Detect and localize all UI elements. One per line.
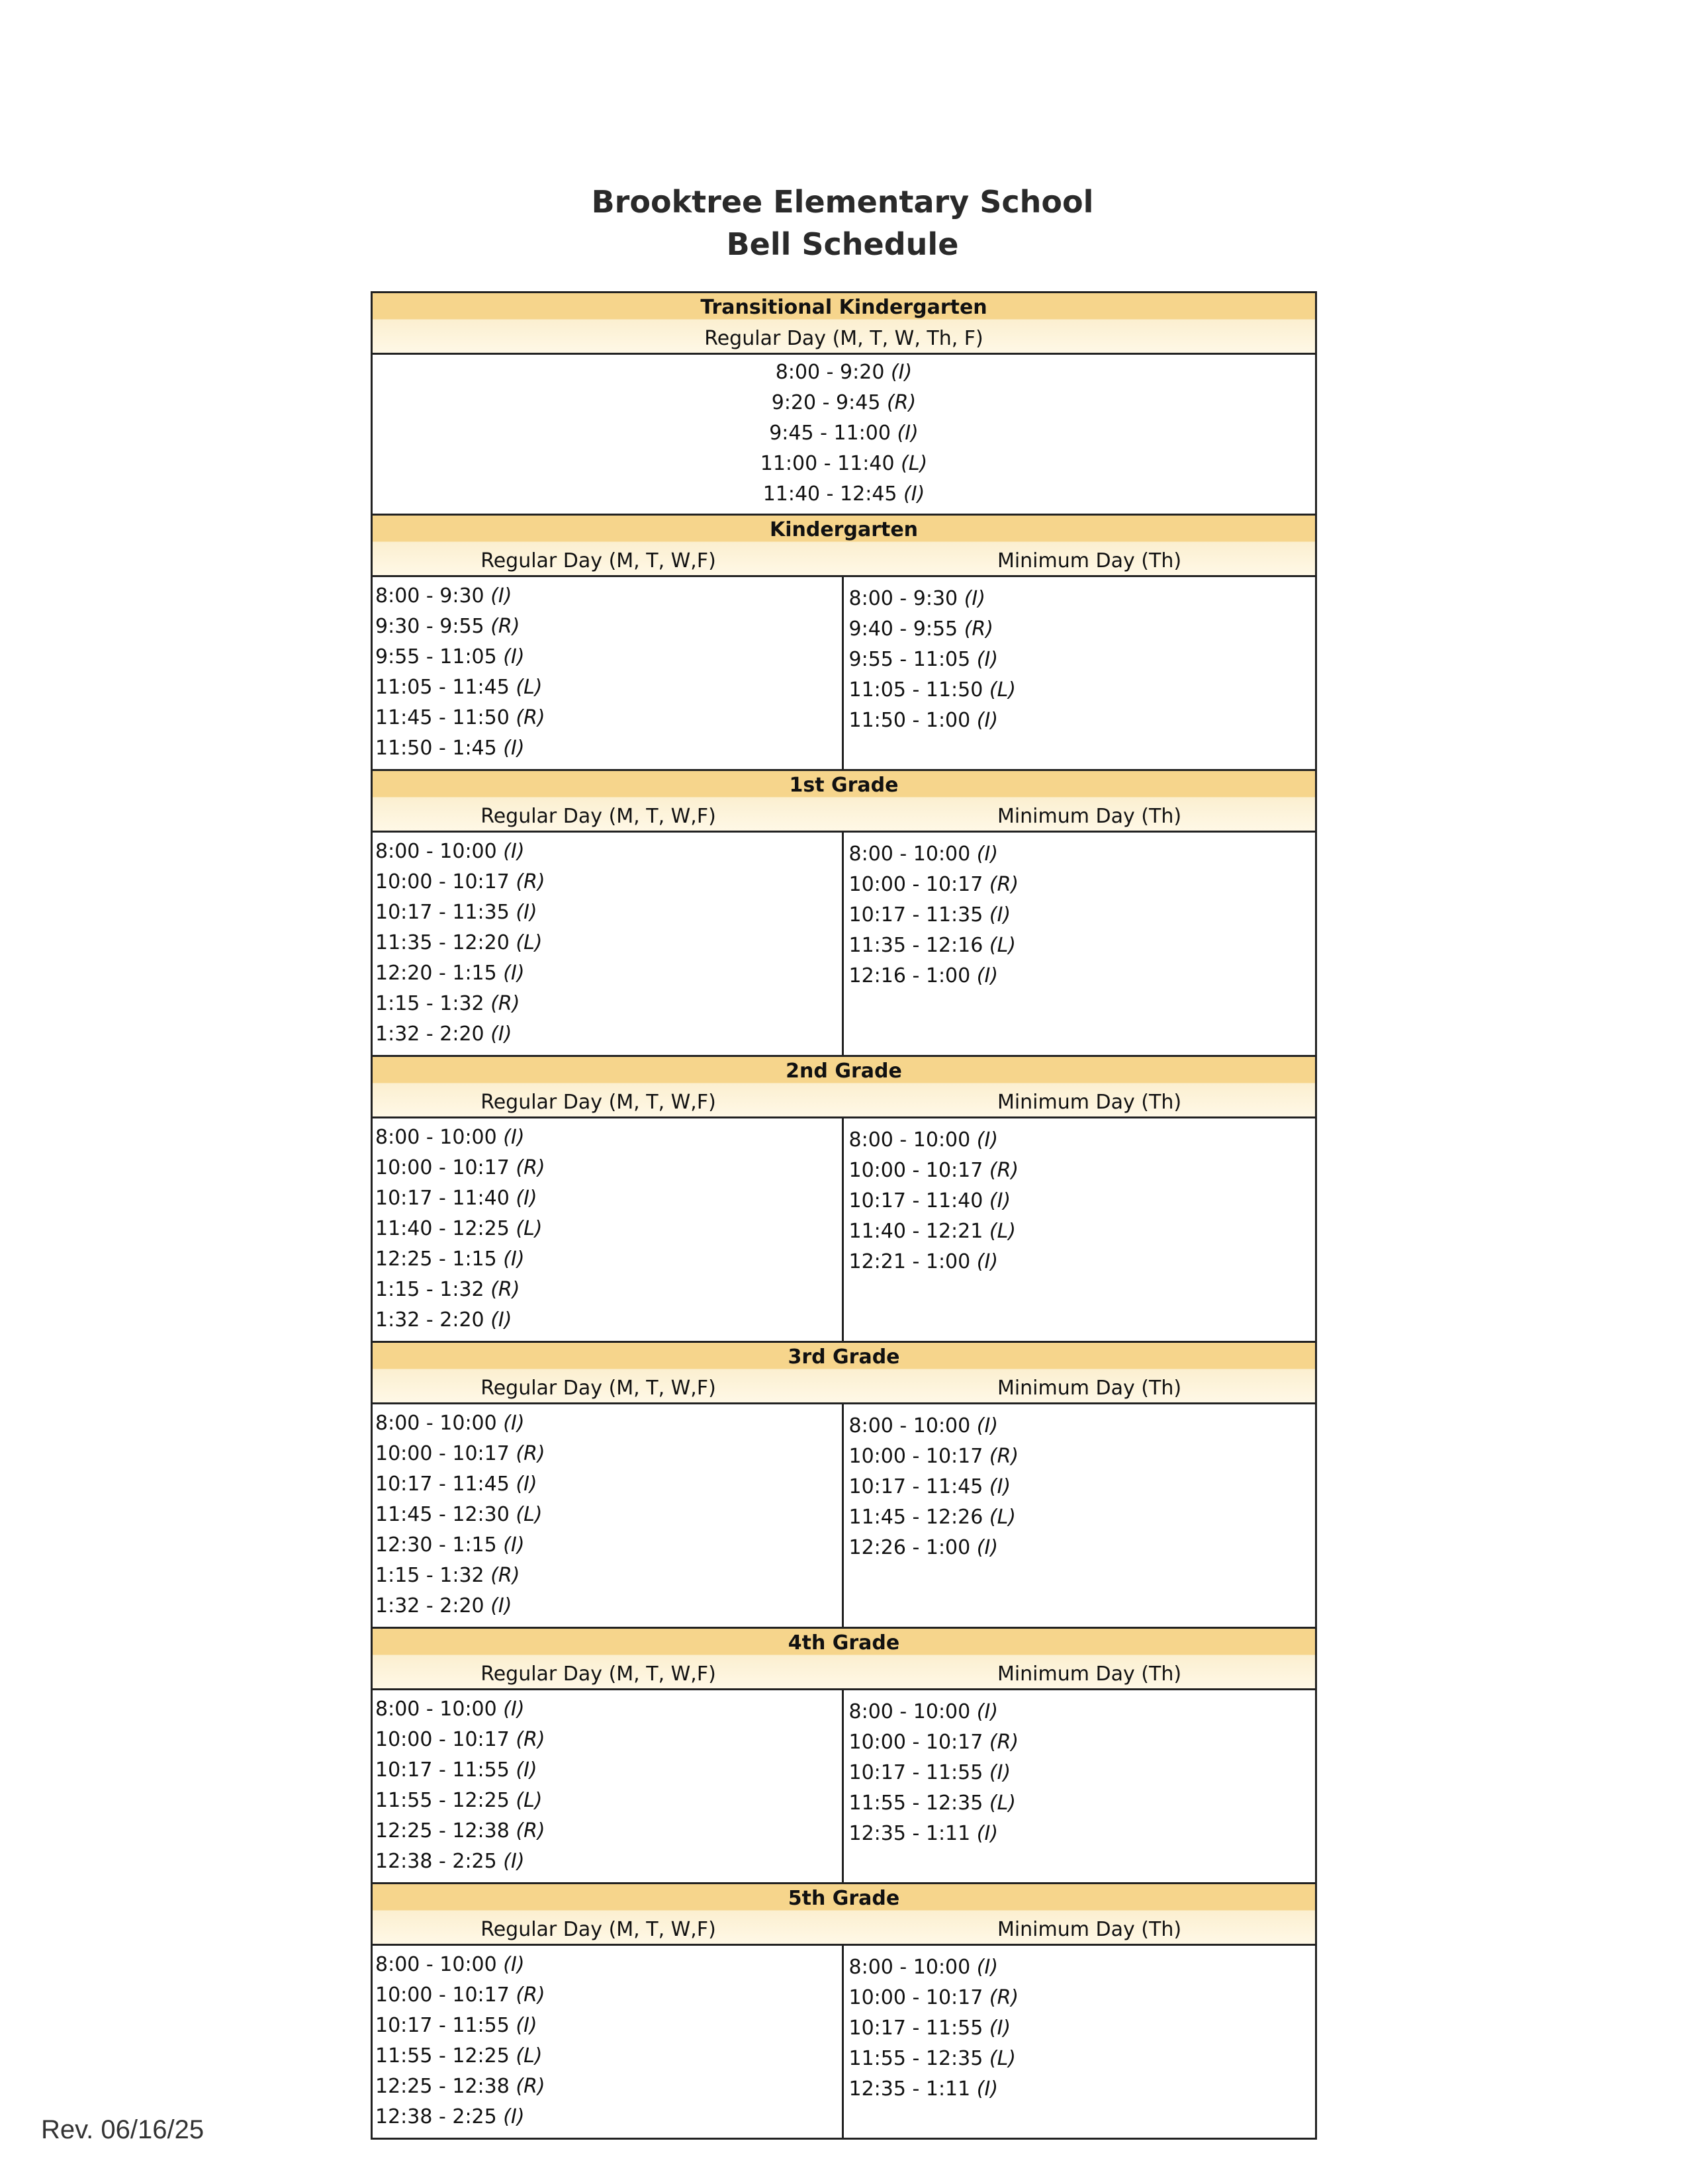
grade-name: 5th Grade <box>788 1887 900 1910</box>
bell-schedule-table <box>371 291 1317 2140</box>
period-time: 1:32 - 2:20 <box>375 1594 484 1617</box>
period-time: 1:15 - 1:32 <box>375 1564 484 1587</box>
period-code: (R) <box>490 992 520 1015</box>
schedule-row <box>849 1502 1316 1533</box>
schedule-row <box>849 1952 1316 1983</box>
period-time: 11:40 - 12:45 <box>762 482 897 506</box>
schedule-row <box>849 1472 1316 1502</box>
period-code: (I) <box>976 648 999 671</box>
period-time: 9:40 - 9:55 <box>848 617 958 641</box>
period-time: 11:05 - 11:50 <box>848 678 983 702</box>
period-time: 10:17 - 11:40 <box>375 1187 510 1210</box>
period-time: 12:26 - 1:00 <box>848 1536 971 1559</box>
period-time: 10:17 - 11:55 <box>375 2014 510 2037</box>
period-code: (R) <box>490 615 520 638</box>
period-code: (I) <box>516 901 537 924</box>
period-code: (R) <box>989 873 1019 896</box>
period-time: 9:55 - 11:05 <box>375 645 497 668</box>
period-time: 10:00 - 10:17 <box>375 1983 510 2007</box>
period-code: (I) <box>490 1308 512 1332</box>
day-labels <box>373 1658 1315 1688</box>
period-code: (I) <box>503 1126 525 1149</box>
schedule-row <box>373 357 1315 388</box>
grade-header <box>373 1341 1315 1402</box>
period-code: (L) <box>516 1217 543 1240</box>
schedule-row <box>375 672 842 703</box>
period-code: (I) <box>989 1475 1011 1498</box>
schedule-row <box>375 1591 842 1621</box>
period-time: 12:38 - 2:25 <box>375 1850 497 1873</box>
schedule-row <box>375 612 842 642</box>
period-time: 12:35 - 1:11 <box>848 1822 971 1845</box>
schedule-row <box>849 900 1316 931</box>
schedule-row <box>375 1439 842 1469</box>
period-time: 12:25 - 1:15 <box>375 1248 497 1271</box>
period-code: (R) <box>490 1564 520 1587</box>
period-code: (R) <box>989 1986 1019 2009</box>
schedule-row <box>375 989 842 1019</box>
period-columns <box>373 1944 1315 2138</box>
period-code: (R) <box>516 706 545 729</box>
period-columns <box>373 1116 1315 1341</box>
regular-day-label: Regular Day (M, T, W,F) <box>480 1662 716 1686</box>
minimum-day-periods <box>842 577 1316 769</box>
minimum-day-label: Minimum Day (Th) <box>997 1662 1182 1686</box>
schedule-row <box>375 1153 842 1183</box>
schedule-row <box>375 1122 842 1153</box>
schedule-row <box>849 2044 1316 2074</box>
period-time: 11:55 - 12:25 <box>375 2044 510 2068</box>
period-time: 8:00 - 10:00 <box>848 1956 971 1979</box>
grade-block <box>373 769 1315 1055</box>
period-code: (I) <box>503 1953 525 1976</box>
period-code: (R) <box>516 870 545 893</box>
period-time: 10:00 - 10:17 <box>375 1156 510 1179</box>
period-code: (I) <box>976 1700 999 1723</box>
period-time: 8:00 - 10:00 <box>375 1953 497 1976</box>
minimum-day-label: Minimum Day (Th) <box>997 1091 1182 1114</box>
period-code: (I) <box>503 1412 525 1435</box>
schedule-row <box>375 1846 842 1877</box>
schedule-row <box>375 581 842 612</box>
period-time: 10:00 - 10:17 <box>848 873 983 896</box>
grade-block-tk <box>373 293 1315 514</box>
period-code: (I) <box>897 422 919 445</box>
grade-name: 4th Grade <box>788 1631 900 1655</box>
grade-header <box>373 1882 1315 1944</box>
minimum-day-periods <box>842 1690 1316 1882</box>
schedule-row <box>849 1125 1316 1156</box>
schedule-row <box>375 1244 842 1275</box>
grade-name: 1st Grade <box>789 774 899 797</box>
schedule-row <box>375 1725 842 1755</box>
period-time: 10:00 - 10:17 <box>848 1986 983 2009</box>
schedule-row <box>375 837 842 867</box>
period-code: (I) <box>516 2014 537 2037</box>
period-code: (I) <box>976 1250 999 1273</box>
schedule-row <box>375 1755 842 1786</box>
schedule-row <box>849 1156 1316 1186</box>
period-code: (I) <box>503 645 525 668</box>
period-code: (R) <box>516 2075 545 2098</box>
grade-block <box>373 1627 1315 1882</box>
schedule-row <box>375 2102 842 2132</box>
period-code: (I) <box>503 962 525 985</box>
period-time: 8:00 - 10:00 <box>848 1414 971 1437</box>
period-time: 1:15 - 1:32 <box>375 992 484 1015</box>
period-time: 10:00 - 10:17 <box>848 1731 983 1754</box>
grade-name: 2nd Grade <box>786 1060 902 1083</box>
period-code: (L) <box>516 1789 543 1812</box>
period-time: 8:00 - 10:00 <box>375 1126 497 1149</box>
period-code: (I) <box>989 1761 1011 1784</box>
period-time: 11:40 - 12:25 <box>375 1217 510 1240</box>
day-labels <box>373 1086 1315 1116</box>
period-time: 11:55 - 12:35 <box>848 2047 983 2070</box>
period-time: 11:50 - 1:45 <box>375 737 497 760</box>
period-time: 10:17 - 11:55 <box>848 2017 983 2040</box>
period-code: (L) <box>989 1506 1016 1529</box>
regular-day-periods <box>373 353 1315 514</box>
schedule-row <box>849 961 1316 991</box>
period-time: 12:16 - 1:00 <box>848 964 971 987</box>
regular-day-periods <box>373 1946 842 2138</box>
regular-day-periods <box>373 1118 842 1341</box>
schedule-row <box>375 1950 842 1980</box>
period-code: (L) <box>516 931 543 954</box>
period-code: (I) <box>976 842 999 866</box>
schedule-row <box>849 839 1316 870</box>
period-time: 11:40 - 12:21 <box>848 1220 983 1243</box>
period-code: (I) <box>976 1536 999 1559</box>
period-code: (I) <box>516 1473 537 1496</box>
minimum-day-label: Minimum Day (Th) <box>997 805 1182 828</box>
period-code: (R) <box>964 617 993 641</box>
period-time: 10:17 - 11:35 <box>848 903 983 927</box>
period-time: 8:00 - 9:20 <box>775 361 885 384</box>
period-code: (I) <box>503 2105 525 2128</box>
period-time: 1:32 - 2:20 <box>375 1023 484 1046</box>
period-code: (I) <box>976 1956 999 1979</box>
revision-date: Rev. 06/16/25 <box>41 2115 205 2144</box>
schedule-row <box>375 1183 842 1214</box>
schedule-row <box>849 675 1316 705</box>
period-time: 9:30 - 9:55 <box>375 615 484 638</box>
period-columns <box>373 1688 1315 1882</box>
period-time: 10:00 - 10:17 <box>848 1445 983 1468</box>
schedule-row <box>375 733 842 764</box>
schedule-row <box>849 1186 1316 1216</box>
period-time: 10:00 - 10:17 <box>848 1159 983 1182</box>
period-time: 11:35 - 12:20 <box>375 931 510 954</box>
schedule-row <box>849 1247 1316 1277</box>
schedule-row <box>849 1216 1316 1247</box>
schedule-row <box>375 1469 842 1500</box>
day-labels <box>373 800 1315 831</box>
period-code: (L) <box>989 934 1016 957</box>
schedule-row <box>373 388 1315 418</box>
grade-header <box>373 1627 1315 1688</box>
schedule-row <box>849 2074 1316 2105</box>
period-columns <box>373 831 1315 1055</box>
period-time: 10:17 - 11:40 <box>848 1189 983 1212</box>
schedule-row <box>375 2011 842 2041</box>
grade-name: Transitional Kindergarten <box>700 296 987 319</box>
schedule-row <box>375 1980 842 2011</box>
day-labels <box>373 545 1315 575</box>
schedule-row <box>375 1275 842 1305</box>
grade-name: 3rd Grade <box>788 1345 900 1369</box>
minimum-day-label: Minimum Day (Th) <box>997 549 1182 572</box>
schedule-row <box>375 928 842 958</box>
schedule-row <box>849 1697 1316 1727</box>
schedule-row <box>849 1819 1316 1849</box>
schedule-row <box>375 1019 842 1050</box>
period-time: 8:00 - 10:00 <box>375 1412 497 1435</box>
schedule-row <box>849 1441 1316 1472</box>
regular-day-label: Regular Day (M, T, W,F) <box>480 1377 716 1400</box>
regular-day-periods <box>373 833 842 1055</box>
period-code: (L) <box>989 2047 1016 2070</box>
period-code: (I) <box>989 903 1011 927</box>
period-time: 9:45 - 11:00 <box>769 422 891 445</box>
period-time: 12:38 - 2:25 <box>375 2105 497 2128</box>
period-time: 8:00 - 10:00 <box>375 1698 497 1721</box>
period-code: (I) <box>989 1189 1011 1212</box>
period-code: (R) <box>516 1819 545 1843</box>
minimum-day-periods <box>842 1404 1316 1627</box>
regular-day-periods <box>373 1404 842 1627</box>
period-code: (I) <box>503 1850 525 1873</box>
minimum-day-periods <box>842 833 1316 1055</box>
period-code: (I) <box>976 1822 999 1845</box>
period-time: 11:45 - 11:50 <box>375 706 510 729</box>
period-columns <box>373 1402 1315 1627</box>
schedule-row <box>375 1694 842 1725</box>
day-labels <box>373 1913 1315 1944</box>
minimum-day-periods <box>842 1118 1316 1341</box>
period-code: (R) <box>516 1442 545 1465</box>
period-code: (I) <box>976 709 999 732</box>
period-code: (I) <box>976 1128 999 1152</box>
period-code: (R) <box>989 1731 1019 1754</box>
schedule-row <box>375 897 842 928</box>
period-time: 11:55 - 12:25 <box>375 1789 510 1812</box>
schedule-row <box>373 449 1315 479</box>
schedule-row <box>849 1758 1316 1788</box>
schedule-row <box>375 867 842 897</box>
period-code: (I) <box>490 584 512 608</box>
period-code: (I) <box>503 1248 525 1271</box>
period-code: (I) <box>503 840 525 863</box>
period-code: (I) <box>976 1414 999 1437</box>
period-time: 9:20 - 9:45 <box>771 391 881 414</box>
schedule-row <box>375 1786 842 1816</box>
period-time: 11:35 - 12:16 <box>848 934 983 957</box>
regular-day-label: Regular Day (M, T, W,F) <box>480 1091 716 1114</box>
period-time: 12:30 - 1:15 <box>375 1533 497 1557</box>
period-code: (I) <box>976 2077 999 2101</box>
period-time: 8:00 - 9:30 <box>375 584 484 608</box>
period-code: (I) <box>503 737 525 760</box>
period-time: 9:55 - 11:05 <box>848 648 971 671</box>
period-time: 10:00 - 10:17 <box>375 1728 510 1751</box>
page-title: Bell Schedule <box>726 226 959 262</box>
period-code: (L) <box>516 1503 543 1526</box>
period-time: 11:50 - 1:00 <box>848 709 971 732</box>
schedule-row <box>849 645 1316 675</box>
period-time: 8:00 - 10:00 <box>848 842 971 866</box>
period-time: 8:00 - 9:30 <box>848 587 958 610</box>
grade-header <box>373 514 1315 575</box>
grade-header <box>373 769 1315 831</box>
schedule-row <box>375 2041 842 2071</box>
period-code: (L) <box>989 1220 1016 1243</box>
period-code: (I) <box>516 1758 537 1782</box>
period-time: 10:17 - 11:55 <box>375 1758 510 1782</box>
period-time: 11:45 - 12:30 <box>375 1503 510 1526</box>
period-time: 10:00 - 10:17 <box>375 1442 510 1465</box>
period-time: 10:17 - 11:55 <box>848 1761 983 1784</box>
period-time: 12:25 - 12:38 <box>375 2075 510 2098</box>
period-time: 12:20 - 1:15 <box>375 962 497 985</box>
period-code: (R) <box>886 391 917 414</box>
period-code: (I) <box>503 1533 525 1557</box>
period-code: (I) <box>490 1023 512 1046</box>
period-code: (R) <box>516 1983 545 2007</box>
schedule-row <box>849 1411 1316 1441</box>
schedule-row <box>375 642 842 672</box>
grade-block <box>373 1055 1315 1341</box>
period-code: (I) <box>503 1698 525 1721</box>
schedule-row <box>373 418 1315 449</box>
period-code: (I) <box>903 482 925 506</box>
schedule-row <box>375 1500 842 1530</box>
period-code: (R) <box>989 1159 1019 1182</box>
schedule-row <box>849 931 1316 961</box>
period-code: (I) <box>490 1594 512 1617</box>
regular-day-label: Regular Day (M, T, W,F) <box>480 549 716 572</box>
period-time: 8:00 - 10:00 <box>848 1128 971 1152</box>
schedule-row <box>375 1214 842 1244</box>
regular-day-periods <box>373 577 842 769</box>
grade-block <box>373 1882 1315 2138</box>
period-time: 10:17 - 11:45 <box>375 1473 510 1496</box>
period-time: 1:15 - 1:32 <box>375 1278 484 1301</box>
schedule-row <box>375 1530 842 1561</box>
period-time: 12:25 - 12:38 <box>375 1819 510 1843</box>
day-labels <box>373 322 1315 353</box>
period-time: 10:00 - 10:17 <box>375 870 510 893</box>
schedule-row <box>375 703 842 733</box>
regular-day-periods <box>373 1690 842 1882</box>
period-code: (L) <box>989 1792 1016 1815</box>
period-code: (I) <box>989 2017 1011 2040</box>
schedule-row <box>373 479 1315 510</box>
period-columns <box>373 575 1315 769</box>
schedule-row <box>849 1983 1316 2013</box>
period-code: (R) <box>516 1728 545 1751</box>
grade-name: Kindergarten <box>769 518 919 541</box>
period-code: (I) <box>890 361 913 384</box>
schedule-row <box>375 1408 842 1439</box>
schedule-row <box>375 1561 842 1591</box>
period-code: (L) <box>516 2044 543 2068</box>
regular-day-label: Regular Day (M, T, W,F) <box>480 1918 716 1941</box>
schedule-row <box>849 1788 1316 1819</box>
period-time: 10:17 - 11:45 <box>848 1475 983 1498</box>
period-time: 8:00 - 10:00 <box>375 840 497 863</box>
period-code: (I) <box>964 587 985 610</box>
day-labels <box>373 1372 1315 1402</box>
school-name: Brooktree Elementary School <box>591 184 1094 220</box>
period-time: 11:05 - 11:45 <box>375 676 510 699</box>
schedule-row <box>849 2013 1316 2044</box>
schedule-row <box>375 1816 842 1846</box>
period-code: (L) <box>989 678 1016 702</box>
schedule-row <box>849 584 1316 614</box>
regular-day-label: Regular Day (M, T, W, Th, F) <box>704 327 983 350</box>
period-time: 11:55 - 12:35 <box>848 1792 983 1815</box>
schedule-row <box>849 614 1316 645</box>
period-code: (L) <box>901 452 928 475</box>
period-code: (R) <box>516 1156 545 1179</box>
period-time: 12:21 - 1:00 <box>848 1250 971 1273</box>
schedule-row <box>849 1533 1316 1563</box>
schedule-row <box>375 2071 842 2102</box>
minimum-day-label: Minimum Day (Th) <box>997 1377 1182 1400</box>
schedule-row <box>849 705 1316 736</box>
grade-header <box>373 293 1315 353</box>
period-time: 8:00 - 10:00 <box>848 1700 971 1723</box>
schedule-row <box>849 870 1316 900</box>
period-code: (R) <box>490 1278 520 1301</box>
period-code: (I) <box>976 964 999 987</box>
schedule-row <box>849 1727 1316 1758</box>
minimum-day-label: Minimum Day (Th) <box>997 1918 1182 1941</box>
schedule-row <box>375 1305 842 1336</box>
grade-block <box>373 1341 1315 1627</box>
period-time: 12:35 - 1:11 <box>848 2077 971 2101</box>
grade-block <box>373 514 1315 769</box>
period-code: (R) <box>989 1445 1019 1468</box>
period-time: 10:17 - 11:35 <box>375 901 510 924</box>
regular-day-label: Regular Day (M, T, W,F) <box>480 805 716 828</box>
period-time: 1:32 - 2:20 <box>375 1308 484 1332</box>
minimum-day-periods <box>842 1946 1316 2138</box>
period-code: (I) <box>516 1187 537 1210</box>
schedule-row <box>375 958 842 989</box>
grade-header <box>373 1055 1315 1116</box>
period-time: 11:00 - 11:40 <box>760 452 895 475</box>
period-code: (L) <box>516 676 543 699</box>
period-time: 11:45 - 12:26 <box>848 1506 983 1529</box>
